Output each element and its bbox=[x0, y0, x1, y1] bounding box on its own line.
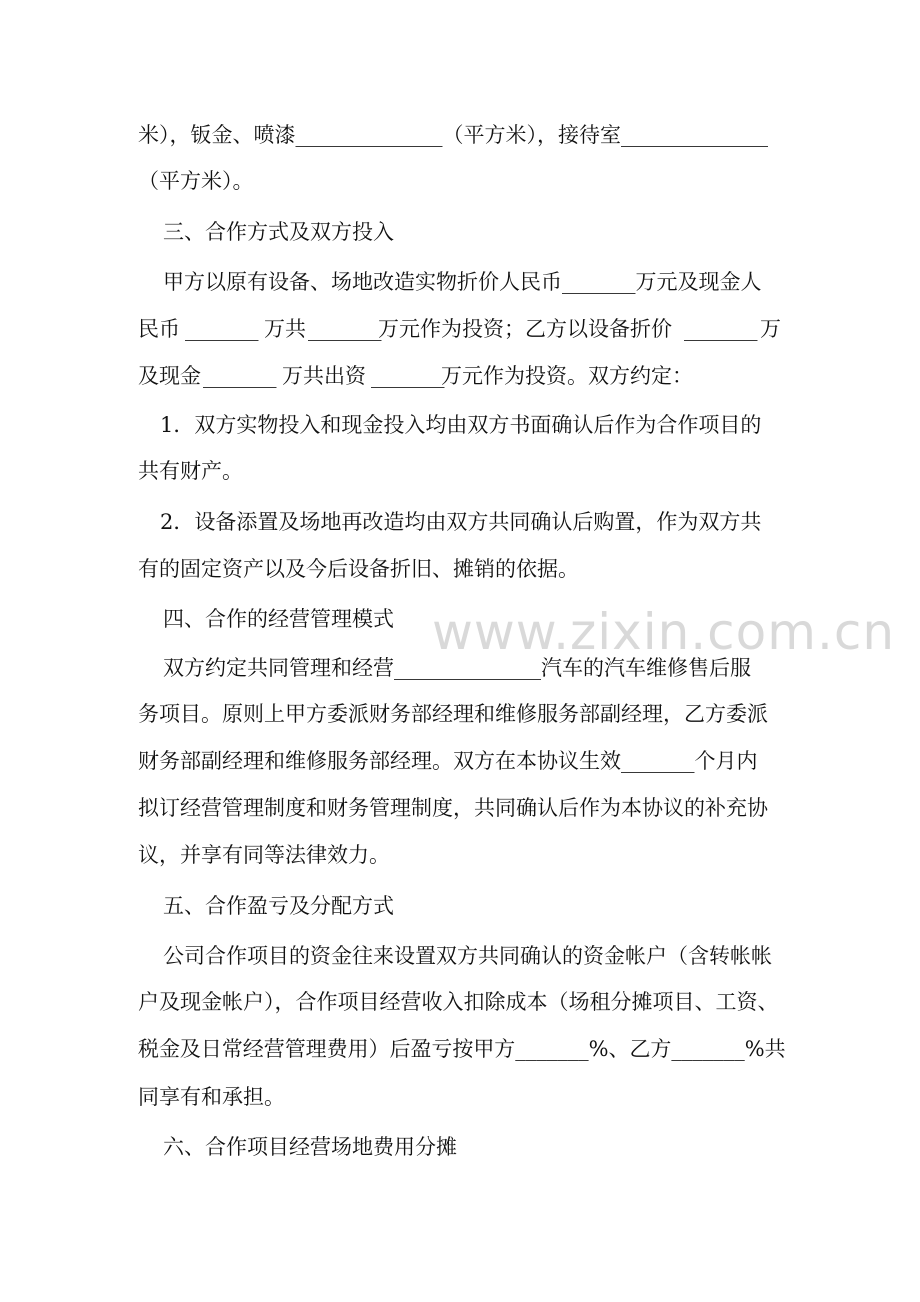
section-heading bbox=[0, 599, 920, 639]
text-segment: 务项目。原则上甲方委派财务部经理和维修服务部副经理，乙方委派 bbox=[138, 702, 768, 726]
text-segment: 五、合作盈亏及分配方式 bbox=[163, 894, 394, 918]
text-line bbox=[0, 1077, 920, 1117]
text-line bbox=[0, 115, 920, 155]
numbered-item bbox=[0, 502, 920, 542]
watermark: www.zixin.com.cn bbox=[432, 603, 896, 661]
text-segment: 有的固定资产以及今后设备折旧、摊销的依据。 bbox=[138, 557, 579, 581]
text-segment: 万共 bbox=[264, 317, 306, 341]
blank-field: _______ bbox=[371, 364, 445, 388]
text-line bbox=[0, 262, 920, 302]
blank-field: _______ bbox=[203, 364, 277, 388]
text-segment: 议，并享有同等法律效力。 bbox=[138, 843, 390, 867]
text-segment: 四、合作的经营管理模式 bbox=[163, 607, 394, 631]
blank-field: _______ bbox=[308, 317, 382, 341]
text-line bbox=[0, 1029, 920, 1069]
text-segment: 万共出资 bbox=[282, 364, 366, 388]
text-line bbox=[0, 741, 920, 781]
text-line bbox=[0, 835, 920, 875]
text-line bbox=[0, 788, 920, 828]
text-segment: 及现金 bbox=[138, 364, 201, 388]
text-segment: 六、合作项目经营场地费用分摊 bbox=[163, 1135, 457, 1159]
text-line bbox=[0, 648, 920, 688]
text-line bbox=[0, 694, 920, 734]
text-line bbox=[0, 161, 920, 201]
text-segment: 民币 bbox=[138, 317, 180, 341]
text-line bbox=[0, 356, 920, 396]
section-heading bbox=[0, 212, 920, 252]
text-segment: 万 bbox=[760, 317, 781, 341]
text-segment: 甲方以原有设备、场地改造实物折价人民币_______万元及现金人 bbox=[163, 270, 762, 294]
text-segment: 财务部副经理和维修服务部经理。双方在本协议生效_______个月内 bbox=[138, 749, 758, 773]
blank-field: _______ bbox=[185, 317, 259, 341]
text-segment: 同享有和承担。 bbox=[138, 1085, 285, 1109]
text-segment: 户及现金帐户），合作项目经营收入扣除成本（场租分摊项目、工资、 bbox=[138, 990, 779, 1014]
text-line bbox=[0, 936, 920, 976]
text-segment: 2．设备添置及场地再改造均由双方共同确认后购置，作为双方共 bbox=[160, 510, 762, 534]
text-segment: 米），钣金、喷漆______________（平方米），接待室______________ bbox=[138, 123, 768, 147]
text-segment: 万元作为投资。双方约定： bbox=[441, 364, 693, 388]
text-segment: 三、合作方式及双方投入 bbox=[163, 220, 394, 244]
text-segment: 1．双方实物投入和现金投入均由双方书面确认后作为合作项目的 bbox=[160, 413, 762, 437]
blank-field: _______ bbox=[684, 317, 758, 341]
text-segment: 公司合作项目的资金往来设置双方共同确认的资金帐户（含转帐帐 bbox=[163, 944, 772, 968]
section-heading bbox=[0, 1127, 920, 1167]
text-line bbox=[0, 982, 920, 1022]
section-heading bbox=[0, 886, 920, 926]
text-segment: 万元作为投资；乙方以设备折价 bbox=[378, 317, 672, 341]
text-line bbox=[0, 549, 920, 589]
text-segment: 共有财产。 bbox=[138, 459, 243, 483]
text-segment: 税金及日常经营管理费用）后盈亏按甲方_______%、乙方_______%共 bbox=[138, 1037, 786, 1061]
text-line bbox=[0, 309, 920, 349]
text-line bbox=[0, 451, 920, 491]
text-segment: 双方约定共同管理和经营______________汽车的汽车维修售后服 bbox=[163, 656, 751, 680]
numbered-item bbox=[0, 405, 920, 445]
text-segment: （平方米）。 bbox=[138, 169, 254, 193]
text-segment: 拟订经营管理制度和财务管理制度，共同确认后作为本协议的补充协 bbox=[138, 796, 768, 820]
